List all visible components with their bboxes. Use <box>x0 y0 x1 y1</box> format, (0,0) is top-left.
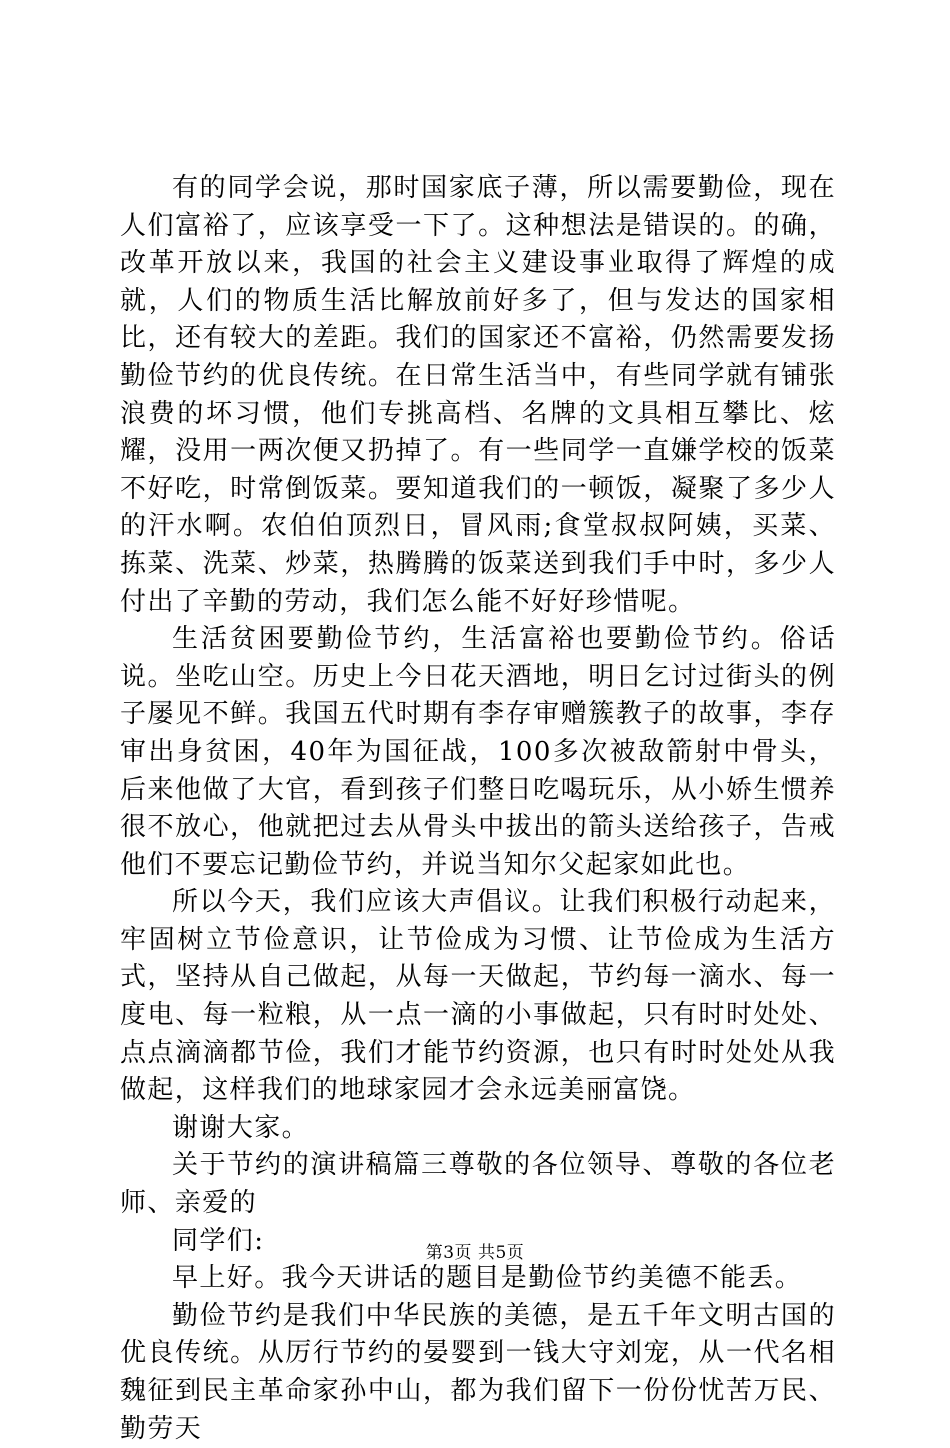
paragraph: 谢谢大家。 <box>172 1112 310 1143</box>
paragraph: 有的同学会说，那时国家底子薄，所以需要勤俭，现在人们富裕了，应该享受一下了。这种想法是错误的。的确，改革开放以来，我国的社会主义建设事业取得了辉煌的成就，人们的物质生活比解放前好多了，但与发达的国家相比，还有较大的差距。我们的国家还不富裕，仍然需要发扬勤俭节约的优良传统。在日常生活当中，有些同学就有铺张浪费的坏习惯，他们专挑高档、名牌的文具相互攀比、炫耀，没用一两次便又扔掉了。有一些同学一直嫌学校的饭菜不好吃，时常倒饭菜。要知道我们的一顿饭，凝聚了多少人的汗水啊。农伯伯顶烈日，冒风雨;食堂叔叔阿姨，买菜、拣菜、洗菜、炒菜，热腾腾的饭菜送到我们手中时，多少人付出了辛勤的劳动，我们怎么能不好好珍惜呢。 <box>120 173 836 617</box>
paragraph: 同学们: <box>172 1225 265 1256</box>
paragraph: 所以今天，我们应该大声倡议。让我们积极行动起来，牢固树立节俭意识，让节俭成为习惯、让节俭成为生活方式，坚持从自己做起，从每一天做起，节约每一滴水、每一度电、每一粒粮，从一点一滴的小事做起，只有时时处处、点点滴滴都节俭，我们才能节约资源，也只有时时处处从我做起，这样我们的地球家园才会永远美丽富饶。 <box>120 887 836 1106</box>
paragraph: 勤俭节约是我们中华民族的美德，是五千年文明古国的优良传统。从厉行节约的晏婴到一钱大守刘宠，从一代名相魏征到民主革命家孙中山，都为我们留下一份份忧苦万民、勤劳天 <box>120 1300 836 1444</box>
paragraph: 关于节约的演讲稿篇三尊敬的各位领导、尊敬的各位老师、亲爱的 <box>120 1150 836 1219</box>
page-number-footer: 第3页 共5页 <box>425 1243 525 1263</box>
paragraph: 生活贫困要勤俭节约，生活富裕也要勤俭节约。俗话说。坐吃山空。历史上今日花天酒地，明日乞讨过街头的例子屡见不鲜。我国五代时期有李存审赠簇教子的故事，李存审出身贫困，40年为国征战，100多次被敌箭射中骨头，后来他做了大官，看到孩子们整日吃喝玩乐，从小娇生惯养很不放心，他就把过去从骨头中拔出的箭头送给孩子，告戒他们不要忘记勤俭节约，并说当知尔父起家如此也。 <box>120 624 836 880</box>
paragraph: 早上好。我今天讲话的题目是勤俭节约美德不能丢。 <box>172 1263 803 1294</box>
